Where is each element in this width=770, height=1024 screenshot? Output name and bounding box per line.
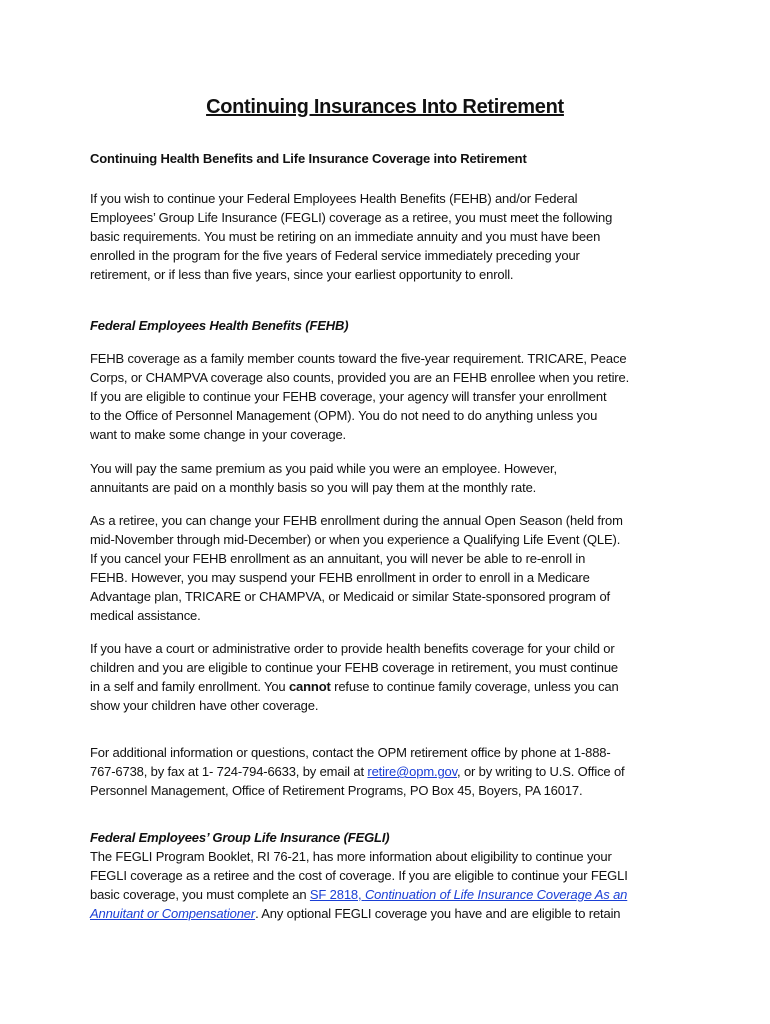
text-line: The FEGLI Program Booklet, RI 76-21, has more information about eligibility to continue your [90,849,612,864]
text-line: medical assistance. [90,608,201,623]
emphasis-cannot: cannot [288,679,331,694]
text-segment: 767-6738, by fax at 1- 724-794-6633, by email at [90,764,368,779]
fehb-paragraph-4 [90,639,619,715]
text-line [90,885,628,904]
intro-paragraph [90,189,612,284]
text-segment: in a self and family enrollment. You [90,679,289,694]
text-line: basic requirements. You must be retiring on an immediate annuity and you must have been [90,229,601,244]
text-line: If you cancel your FEHB enrollment as an annuitant, you will never be able to re-enroll in [90,551,586,566]
text-line: FEHB coverage as a family member counts toward the five-year requirement. TRICARE, Peace [90,351,627,366]
text-line: If you have a court or administrative order to provide health benefits coverage for your child or [90,641,615,656]
fehb-heading: Federal Employees Health Benefits (FEHB) [90,318,349,333]
section-subtitle: Continuing Health Benefits and Life Insurance Coverage into Retirement [90,151,527,166]
text-line: enrolled in the program for the five years of Federal service immediately preceding your [90,248,580,263]
fegli-heading: Federal Employees’ Group Life Insurance (FEGLI) [90,830,390,845]
sf2818-link[interactable] [310,887,627,902]
text-line: FEHB. However, you may suspend your FEHB enrollment in order to enroll in a Medicare [90,570,590,585]
text-line: As a retiree, you can change your FEHB enrollment during the annual Open Season (held from [90,513,623,528]
text-line: show your children have other coverage. [90,698,319,713]
fehb-paragraph-3 [90,511,623,625]
fehb-paragraph-2 [90,459,557,497]
email-link[interactable]: retire@opm.gov [367,764,458,779]
text-line: For additional information or questions, contact the OPM retirement office by phone at 1-888- [90,745,611,760]
text-line: mid-November through mid-December) or when you experience a Qualifying Life Event (QLE). [90,532,621,547]
text-line: Employees’ Group Life Insurance (FEGLI) coverage as a retiree, you must meet the following [90,210,613,225]
text-line: want to make some change in your coverage. [90,427,347,442]
text-segment: refuse to continue family coverage, unless you can [330,679,619,694]
text-line: If you wish to continue your Federal Employees Health Benefits (FEHB) and/or Federal [90,191,578,206]
text-line [90,677,619,696]
text-segment: . Any optional FEGLI coverage you have and are eligible to retain [255,906,621,921]
form-title: Continuation of Life Insurance Coverage As an [364,887,628,902]
text-segment: basic coverage, you must complete an [90,887,310,902]
text-line [90,762,625,781]
text-line: Corps, or CHAMPVA coverage also counts, provided you are an FEHB enrollee when you retire. [90,370,630,385]
text-line: If you are eligible to continue your FEHB coverage, your agency will transfer your enrollment [90,389,607,404]
text-line: Personnel Management, Office of Retirement Programs, PO Box 45, Boyers, PA 16017. [90,783,583,798]
sf2818-link-continued[interactable]: Annuitant or Compensationer [90,906,256,921]
fegli-section [90,828,628,923]
text-line [90,904,628,923]
fehb-paragraph-1 [90,349,629,444]
page-title: Continuing Insurances Into Retirement [206,96,564,118]
text-line: FEGLI coverage as a retiree and the cost of coverage. If you are eligible to continue your FEGLI [90,868,628,883]
text-segment: , or by writing to U.S. Office of [457,764,625,779]
text-line: to the Office of Personnel Management (OPM). You do not need to do anything unless you [90,408,598,423]
text-line: retirement, or if less than five years, since your earliest opportunity to enroll. [90,267,514,282]
text-line: annuitants are paid on a monthly basis so you will pay them at the monthly rate. [90,480,537,495]
text-line: Advantage plan, TRICARE or CHAMPVA, or Medicaid or similar State-sponsored program of [90,589,610,604]
text-line: children and you are eligible to continue your FEHB coverage in retirement, you must continue [90,660,619,675]
text-line: You will pay the same premium as you paid while you were an employee. However, [90,461,557,476]
form-number: SF 2818, [309,887,365,902]
contact-paragraph [90,743,625,800]
